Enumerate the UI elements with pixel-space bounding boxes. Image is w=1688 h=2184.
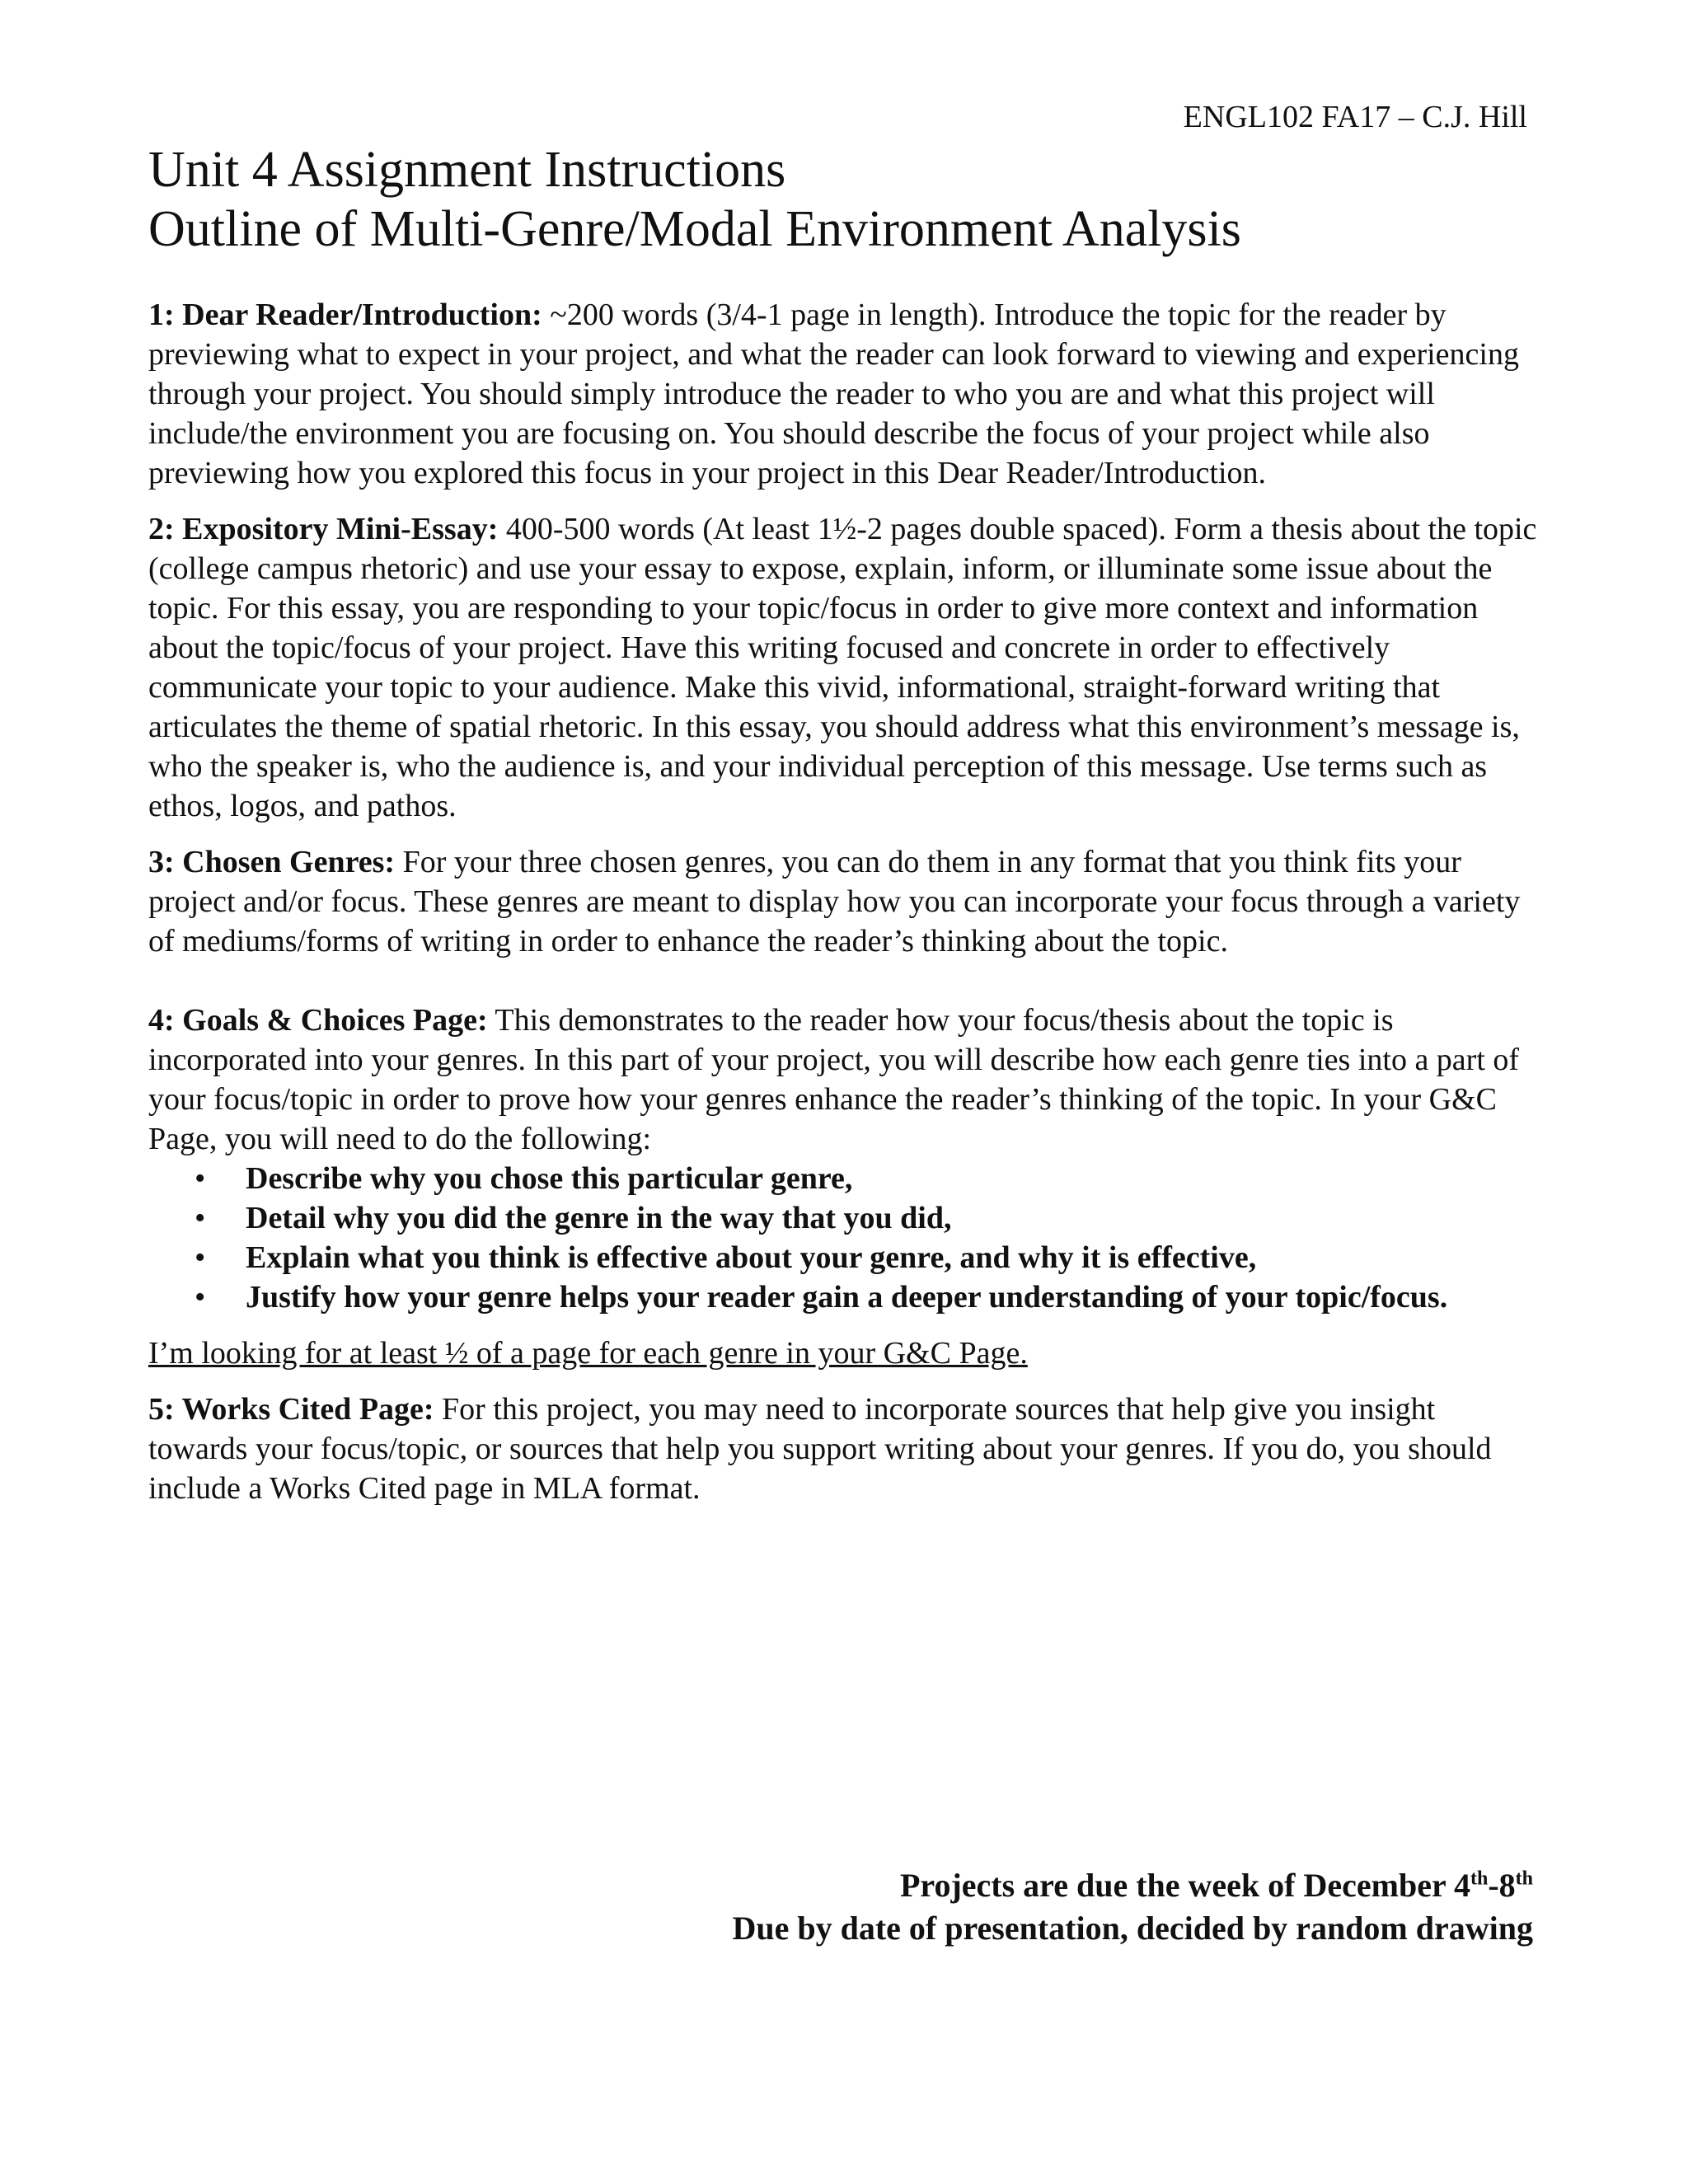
list-item: • Detail why you did the genre in the way that you did, — [246, 1198, 1541, 1238]
section-dear-reader — [148, 295, 1541, 493]
section-text: This demonstrates to the reader how your focus/thesis about the topic is incorporated into your genres. In this part of your project, you will describe how each genre ties into a part of your focus/topic in order to prove how your genres enhance the reader’s thinking of the topic. In your G&C Page, you will need to do the following: — [148, 1003, 1520, 1156]
list-item: • Describe why you chose this particular genre, — [246, 1159, 1541, 1198]
requirements-list — [148, 1159, 1541, 1317]
instructions-body — [148, 295, 1541, 1525]
section-text: For your three chosen genres, you can do them in any format that you think fits your project and/or focus. These genres are meant to display how you can incorporate your focus through a variety of mediums/forms of writing in order to enhance the reader’s thinking about the topic. — [148, 845, 1521, 958]
section-expository-essay — [148, 509, 1541, 826]
bullet-icon: • — [195, 1280, 206, 1315]
title-block — [148, 140, 1533, 259]
section-label: 1: Dear Reader/Introduction: — [148, 298, 542, 332]
list-item: • Explain what you think is effective about your genre, and why it is effective, — [246, 1238, 1541, 1277]
section-works-cited — [148, 1390, 1541, 1508]
section-label: 3: Chosen Genres: — [148, 845, 396, 879]
bullet-icon: • — [195, 1161, 206, 1196]
goals-choices-paragraph — [148, 1001, 1541, 1159]
page-subtitle: Outline of Multi-Genre/Modal Environment Analysis — [148, 201, 1241, 257]
section-label: 5: Works Cited Page: — [148, 1392, 434, 1427]
bullet-icon: • — [195, 1201, 206, 1235]
page-title: Unit 4 Assignment Instructions — [148, 142, 786, 198]
section-text: For this project, you may need to incorporate sources that help give you insight towards your focus/topic, or sources that help you support writing about your genres. If you do, you should include a Works Cited page in MLA format. — [148, 1392, 1492, 1506]
bullet-icon: • — [195, 1240, 206, 1275]
due-date-block — [732, 1864, 1533, 1950]
section-text: 400-500 words (At least 1½-2 pages double spaced). Form a thesis about the topic (college campus rhetoric) and use your essay to expose, explain, inform, or illuminate some issue about the topic. For this essay, you are responding to your topic/focus in order to give more context and information about the topic/focus of your project. Have this writing focused and concrete in order to effectively communicate your topic to your audience. Make this vivid, informational, straight-forward writing that articulates the theme of spatial rhetoric. In this essay, you should address what this environment’s message is, who the speaker is, who the audience is, and your individual perception of this message. Use terms such as ethos, logos, and pathos. — [148, 512, 1537, 823]
section-goals-choices — [148, 1001, 1541, 1373]
section-label: 2: Expository Mini-Essay: — [148, 512, 499, 546]
due-presentation-line: Due by date of presentation, decided by random drawing — [732, 1910, 1533, 1947]
due-week-line: Projects are due the week of December 4th-8th — [899, 1867, 1533, 1904]
section-chosen-genres — [148, 842, 1541, 961]
section-label: 4: Goals & Choices Page: — [148, 1003, 488, 1038]
list-item: • Justify how your genre helps your reader gain a deeper understanding of your topic/focus. — [246, 1277, 1541, 1317]
section-text: ~200 words (3/4-1 page in length). Introduce the topic for the reader by previewing what to expect in your project, and what the reader can look forward to viewing and experiencing through your project. You should simply introduce the reader to who you are and what this project will include/the environment you are focusing on. You should describe the focus of your project while also previewing how you explored this focus in your project in this Dear Reader/Introduction. — [148, 298, 1519, 490]
length-note: I’m looking for at least ½ of a page for each genre in your G&C Page. — [148, 1336, 1028, 1371]
course-header: ENGL102 FA17 – C.J. Hill — [1183, 100, 1527, 134]
